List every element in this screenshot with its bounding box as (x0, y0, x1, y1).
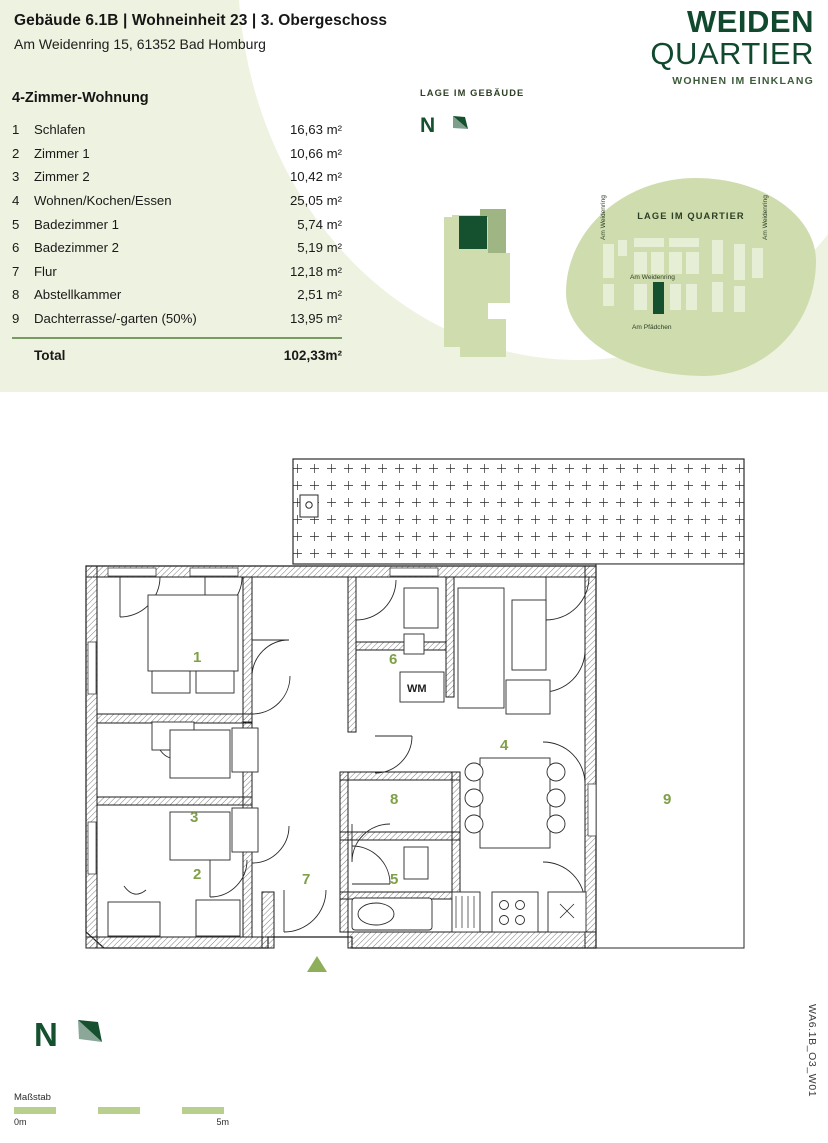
unit-highlight (459, 216, 487, 249)
entrance-marker (307, 956, 327, 972)
table-row (12, 142, 342, 166)
street-label-center: Am Weidenring (630, 274, 675, 281)
table-row (12, 260, 342, 284)
room-number-8: 8 (390, 791, 399, 808)
room-area: 5,19 m² (297, 240, 342, 256)
locator-building-caption: LAGE IM GEBÄUDE (420, 88, 525, 98)
sheet-code: WA6.1B_O3_W01 (806, 1003, 818, 1097)
room-area: 10,42 m² (289, 169, 342, 185)
quartier-unit-highlight (653, 282, 664, 314)
room-index: 8 (12, 287, 20, 303)
room-name: Wohnen/Kochen/Essen (34, 193, 172, 209)
room-area: 25,05 m² (289, 193, 342, 209)
room-name: Flur (34, 263, 57, 279)
logo-tagline: WOHNEN IM EINKLANG (672, 75, 814, 88)
room-index: 1 (12, 122, 20, 138)
room-area: 5,74 m² (297, 216, 342, 232)
room-number-4: 4 (500, 737, 509, 754)
quartier-block (670, 284, 681, 310)
room-name: Dachterrasse/-garten (50%) (34, 311, 197, 327)
room-area: 10,66 m² (289, 145, 342, 161)
street-label-left: Am Weidenring (600, 195, 607, 240)
appliance-label: WM (407, 683, 427, 695)
scale-ticks (14, 1107, 224, 1114)
quartier-block (686, 252, 699, 274)
table-row (12, 189, 342, 213)
table-row (12, 236, 342, 260)
room-name: Zimmer 2 (34, 169, 90, 185)
quartier-block (618, 240, 627, 256)
room-area: 12,18 m² (289, 263, 342, 279)
room-number-6: 6 (389, 651, 398, 668)
room-index: 9 (12, 311, 20, 327)
room-name: Schlafen (34, 122, 86, 138)
quartier-block (752, 248, 763, 278)
quartier-block (669, 252, 682, 274)
title-block (14, 12, 387, 52)
room-index: 5 (12, 216, 20, 232)
quartier-block (634, 252, 647, 274)
table-row (12, 118, 342, 142)
logo-line-1: WEIDEN (687, 4, 814, 39)
scale-bar (14, 1092, 244, 1127)
quartier-block (686, 284, 697, 310)
total-table (12, 339, 342, 367)
room-index: 6 (12, 240, 20, 256)
room-area: 16,63 m² (289, 122, 342, 138)
compass-small (420, 110, 540, 143)
locator-quartier-caption: LAGE IM QUARTIER (637, 211, 745, 221)
scale-end: 5m (216, 1117, 229, 1127)
room-table (12, 118, 342, 330)
locator-quartier (566, 178, 816, 376)
room-name: Badezimmer 2 (34, 240, 120, 256)
room-index: 2 (12, 145, 20, 161)
table-row (12, 283, 342, 307)
schedule-heading: 4-Zimmer-Wohnung (12, 90, 149, 106)
room-index: 4 (12, 193, 20, 209)
quartier-block (712, 240, 723, 274)
quartier-block (712, 282, 723, 312)
compass-large (34, 1012, 112, 1061)
room-number-3: 3 (190, 809, 199, 826)
header-band (0, 0, 828, 392)
room-number-1: 1 (193, 649, 202, 666)
room-index: 3 (12, 169, 20, 185)
room-index: 7 (12, 263, 20, 279)
room-schedule (12, 90, 342, 367)
room-name: Abstellkammer (34, 287, 122, 303)
quartier-block (603, 284, 614, 306)
table-row (12, 212, 342, 236)
floor-plan (0, 392, 828, 1012)
building-mini-map (420, 159, 540, 392)
svg-text:N: N (420, 114, 436, 137)
quartier-block (669, 238, 699, 247)
total-area: 102,33m² (283, 347, 342, 363)
room-number-5: 5 (390, 871, 399, 888)
street-label-right: Am Weidenring (762, 195, 769, 240)
total-row (12, 339, 342, 367)
quartier-block (603, 244, 614, 278)
locator-building (420, 88, 540, 392)
quartier-block (634, 284, 647, 310)
quartier-block (734, 286, 745, 312)
room-number-9: 9 (663, 791, 672, 808)
logo-line-2: QUARTIER (650, 35, 814, 71)
table-row (12, 307, 342, 331)
building-block (460, 319, 506, 357)
page-title: Gebäude 6.1B | Wohneinheit 23 | 3. Obergeschoss (14, 12, 388, 29)
compass-letter: N (34, 1016, 58, 1053)
room-number-2: 2 (193, 866, 202, 883)
total-label: Total (34, 347, 66, 363)
quartier-block (634, 238, 664, 247)
street-label-bottom: Am Pfädchen (632, 324, 672, 331)
scale-start: 0m (14, 1117, 27, 1127)
room-area: 2,51 m² (297, 287, 342, 303)
page-subtitle-address: Am Weidenring 15, 61352 Bad Homburg (14, 36, 266, 52)
room-name: Badezimmer 1 (34, 216, 120, 232)
quartier-block (734, 244, 745, 280)
room-number-7: 7 (302, 871, 311, 888)
table-row (12, 165, 342, 189)
room-area: 13,95 m² (289, 311, 342, 327)
quartier-block (651, 252, 664, 274)
brand-logo (650, 6, 814, 87)
room-name: Zimmer 1 (34, 145, 90, 161)
scale-label: Maßstab (14, 1092, 51, 1103)
